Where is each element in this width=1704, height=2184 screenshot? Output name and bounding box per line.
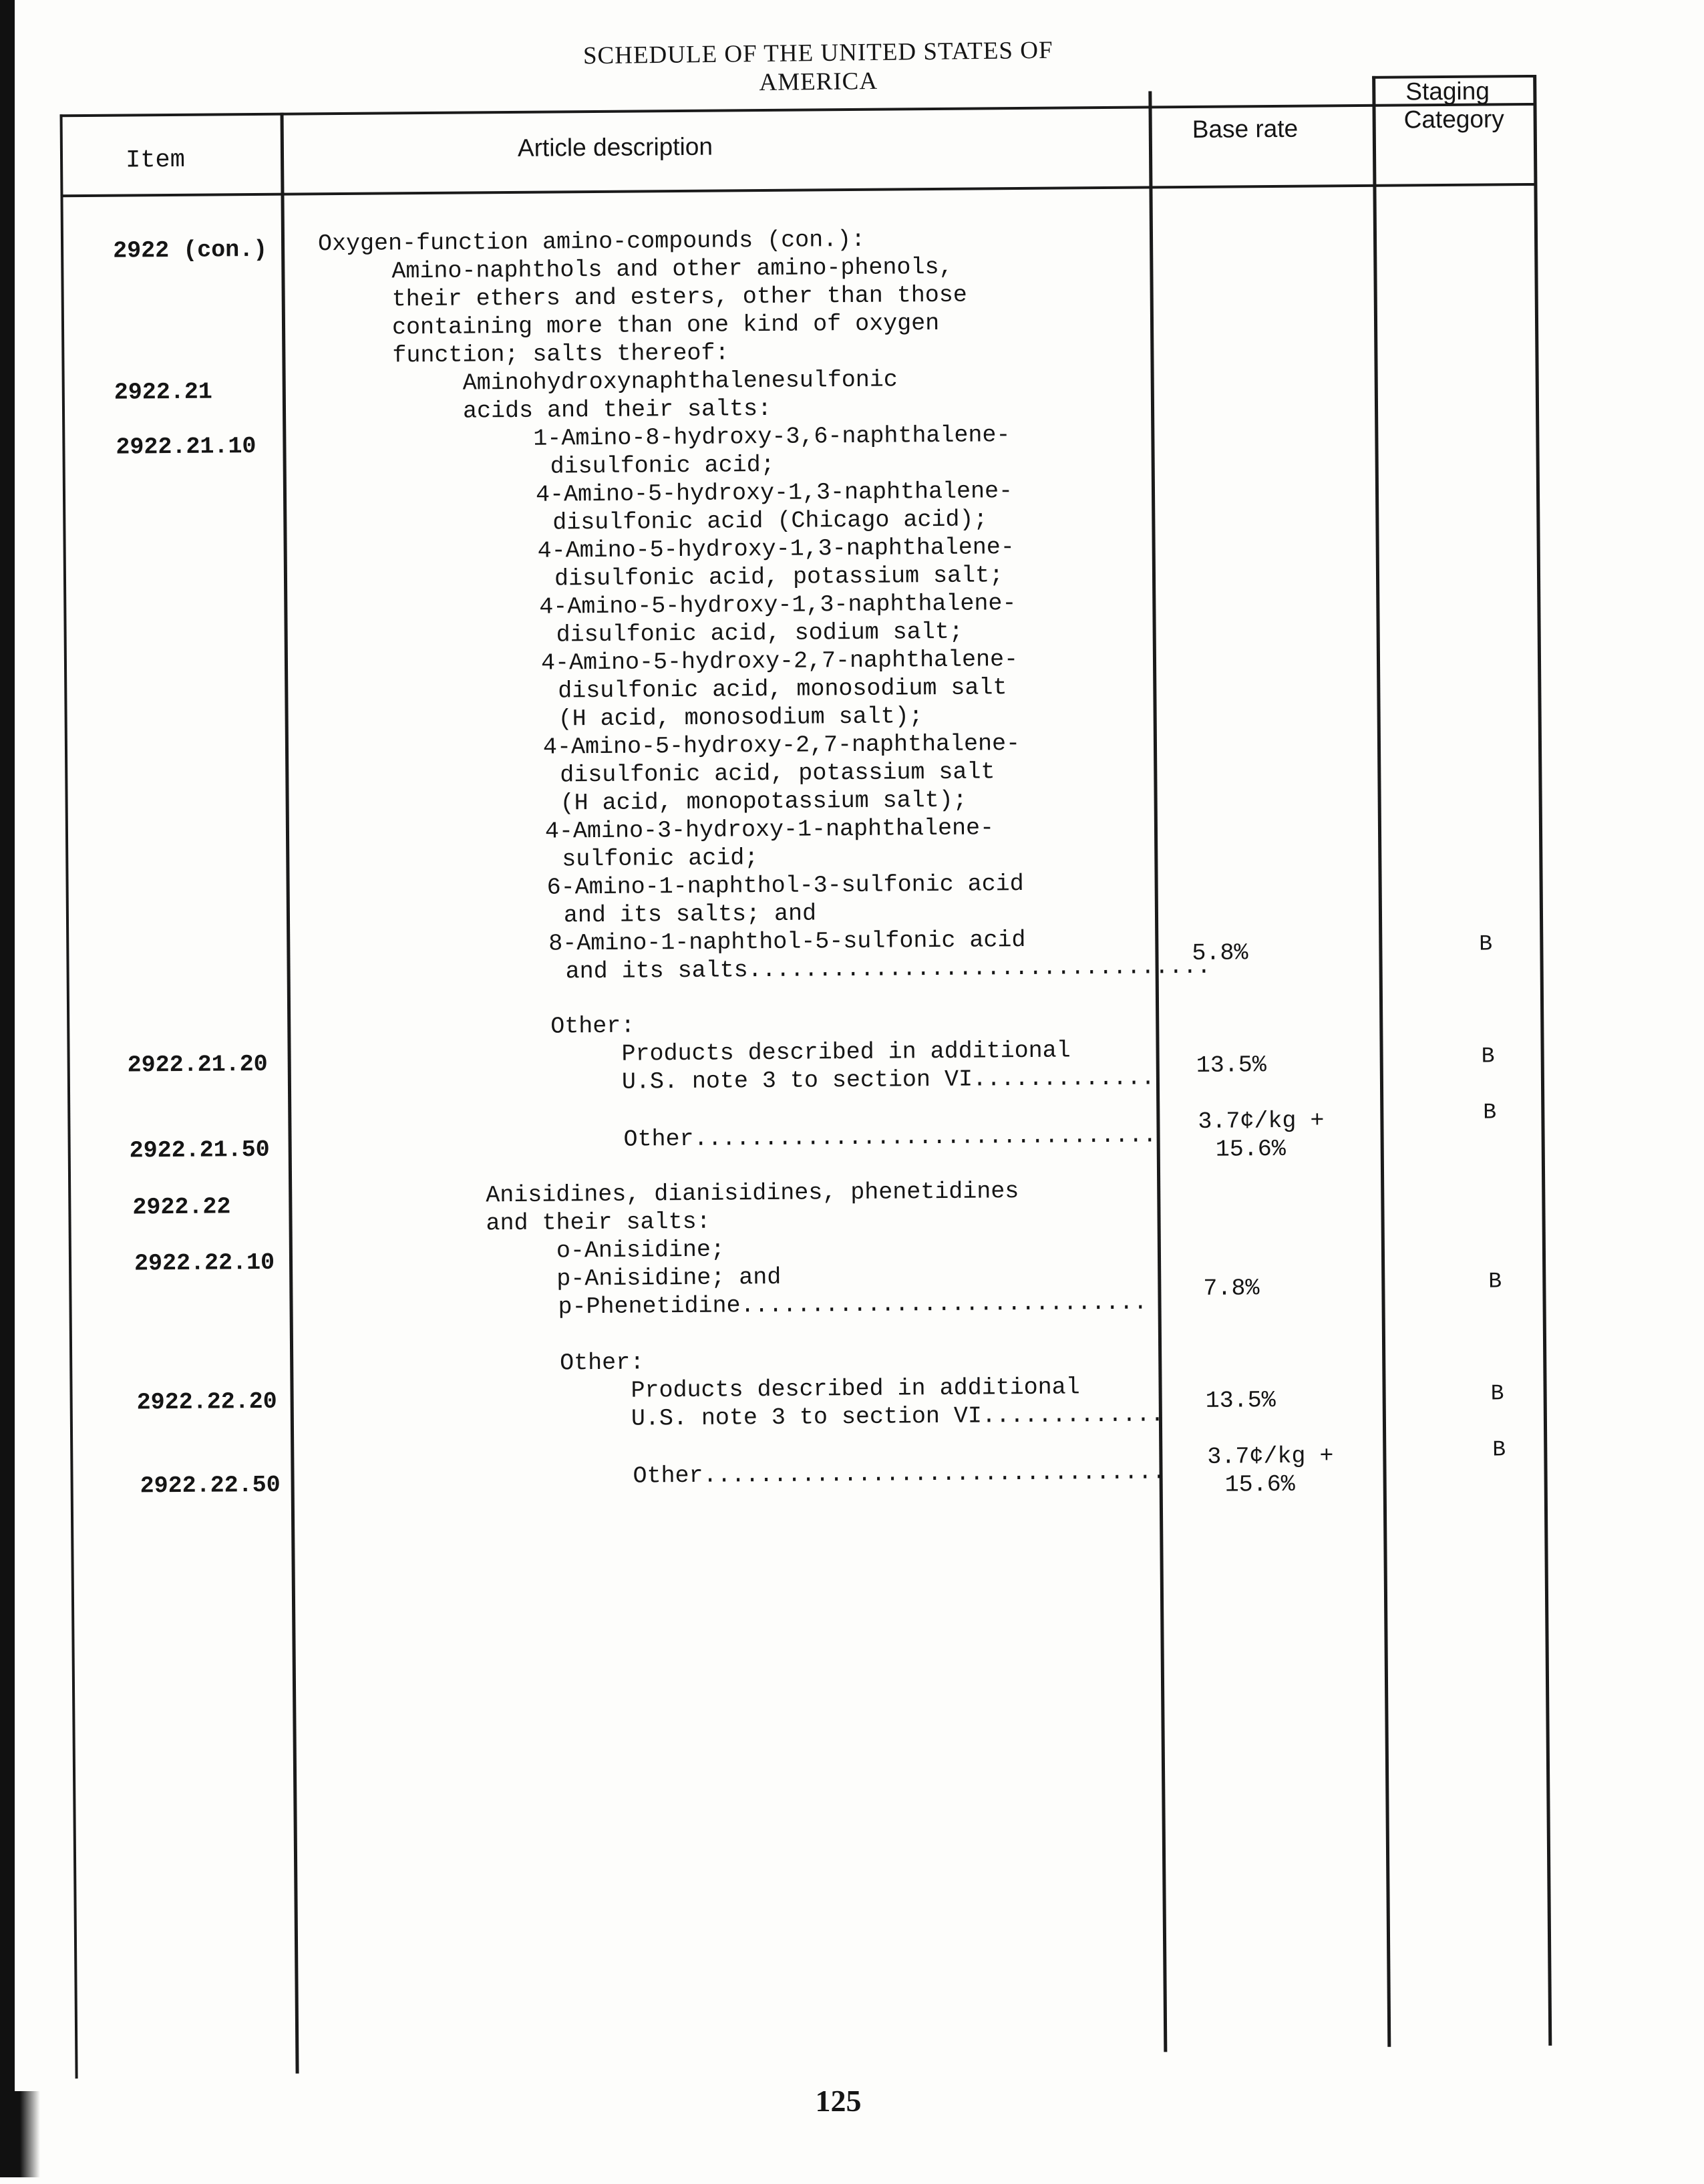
staging-column-header-line2: Category (1403, 105, 1504, 134)
staging-category: B (1481, 1044, 1495, 1069)
description-line: 4-Amino-5-hydroxy-1,3-naphthalene- (537, 534, 1015, 565)
base-rate: 13.5% (1205, 1387, 1276, 1414)
description-line: 4-Amino-5-hydroxy-2,7-naphthalene- (540, 646, 1019, 677)
description-line: Other: (550, 1012, 635, 1040)
description-line: 4-Amino-5-hydroxy-1,3-naphthalene- (535, 478, 1013, 508)
staging-category: B (1488, 1269, 1502, 1294)
description-line: 6-Amino-1-naphthol-3-sulfonic acid (546, 871, 1024, 901)
base-rate: 15.6% (1215, 1135, 1286, 1163)
description-line: their ethers and esters, other than those (391, 281, 967, 313)
description-line: Products described in additional (621, 1037, 1071, 1068)
base-rate: 3.7¢/kg + (1207, 1442, 1334, 1470)
description-line: Aminohydroxynaphthalenesulfonic (462, 366, 898, 397)
base-rate: 13.5% (1196, 1052, 1266, 1079)
description-line: Products described in additional (631, 1374, 1080, 1404)
description-line: and its salts................................. (565, 953, 1211, 985)
item-number: 2922.22.20 (136, 1388, 277, 1416)
description-line: Other................................. (633, 1458, 1166, 1490)
item-number: 2922.21.50 (129, 1136, 270, 1164)
description-line: and their salts: (486, 1208, 711, 1237)
description-line: Anisidines, dianisidines, phenetidines (486, 1178, 1019, 1209)
item-number: 2922.22 (132, 1193, 231, 1221)
description-line: containing more than one kind of oxygen (391, 309, 940, 341)
item-number: 2922.22.50 (140, 1471, 281, 1500)
base-rate: 5.8% (1192, 939, 1248, 967)
description-line: Other: (560, 1349, 645, 1377)
base-rate: 3.7¢/kg + (1198, 1107, 1325, 1135)
staging-category: B (1492, 1437, 1506, 1462)
item-column-divider (281, 113, 299, 2074)
description-line: 4-Amino-3-hydroxy-1-naphthalene- (544, 814, 995, 845)
staging-right-border (1533, 75, 1552, 2046)
description-line: Amino-naphthols and other amino-phenols, (391, 253, 953, 285)
description-line: Other................................. (623, 1122, 1157, 1153)
description-line: sulfonic acid; (562, 844, 759, 873)
item-column-header: Item (125, 146, 186, 175)
item-number: 2922.21.20 (127, 1050, 268, 1079)
item-number: 2922.21.10 (116, 433, 257, 461)
description-line: U.S. note 3 to section VI............. (621, 1064, 1156, 1096)
description-line: disulfonic acid, sodium salt; (556, 618, 963, 649)
description-line: and its salts; and (563, 900, 817, 929)
base-rate: 7.8% (1203, 1275, 1260, 1302)
staging-category: B (1483, 1100, 1497, 1125)
rate-column-divider (1372, 76, 1391, 2047)
description-line: p-Anisidine; and (556, 1263, 782, 1293)
description-line: disulfonic acid, potassium salt (560, 758, 995, 789)
staging-column-header-line1: Staging (1405, 77, 1490, 106)
item-number: 2922 (con.) (112, 236, 268, 265)
description-line: Oxygen-function amino-compounds (con.): (317, 226, 866, 258)
description-line: o-Anisidine; (556, 1236, 725, 1265)
page-number: 125 (815, 2084, 862, 2118)
description-column-header: Article description (517, 132, 713, 162)
base-rate-column-header: Base rate (1192, 114, 1299, 143)
description-line: 4-Amino-5-hydroxy-2,7-naphthalene- (542, 730, 1021, 761)
staging-category: B (1479, 931, 1493, 957)
description-line: 8-Amino-1-naphthol-5-sulfonic acid (548, 926, 1026, 957)
item-number: 2922.21 (114, 378, 212, 406)
description-line: U.S. note 3 to section VI............. (631, 1401, 1165, 1432)
item-number: 2922.22.10 (134, 1249, 275, 1277)
description-line: disulfonic acid (Chicago acid); (552, 506, 988, 536)
description-line: (H acid, monosodium salt); (558, 703, 923, 733)
description-line: p-Phenetidine............................. (558, 1289, 1148, 1321)
staging-category: B (1490, 1381, 1504, 1406)
description-line: (H acid, monopotassium salt); (560, 786, 967, 817)
description-line: disulfonic acid; (550, 451, 775, 480)
description-line: acids and their salts: (462, 395, 772, 425)
description-line: 4-Amino-5-hydroxy-1,3-naphthalene- (539, 590, 1017, 621)
page-title: SCHEDULE OF THE UNITED STATES OF AMERICA (582, 36, 1053, 97)
description-line: disulfonic acid, potassium salt; (554, 562, 1004, 593)
description-line: 1-Amino-8-hydroxy-3,6-naphthalene- (533, 422, 1011, 452)
description-line: disulfonic acid, monosodium salt (558, 674, 1007, 705)
description-line: function; salts thereof: (392, 339, 729, 369)
base-rate: 15.6% (1224, 1470, 1295, 1499)
item-left-border (60, 114, 78, 2078)
